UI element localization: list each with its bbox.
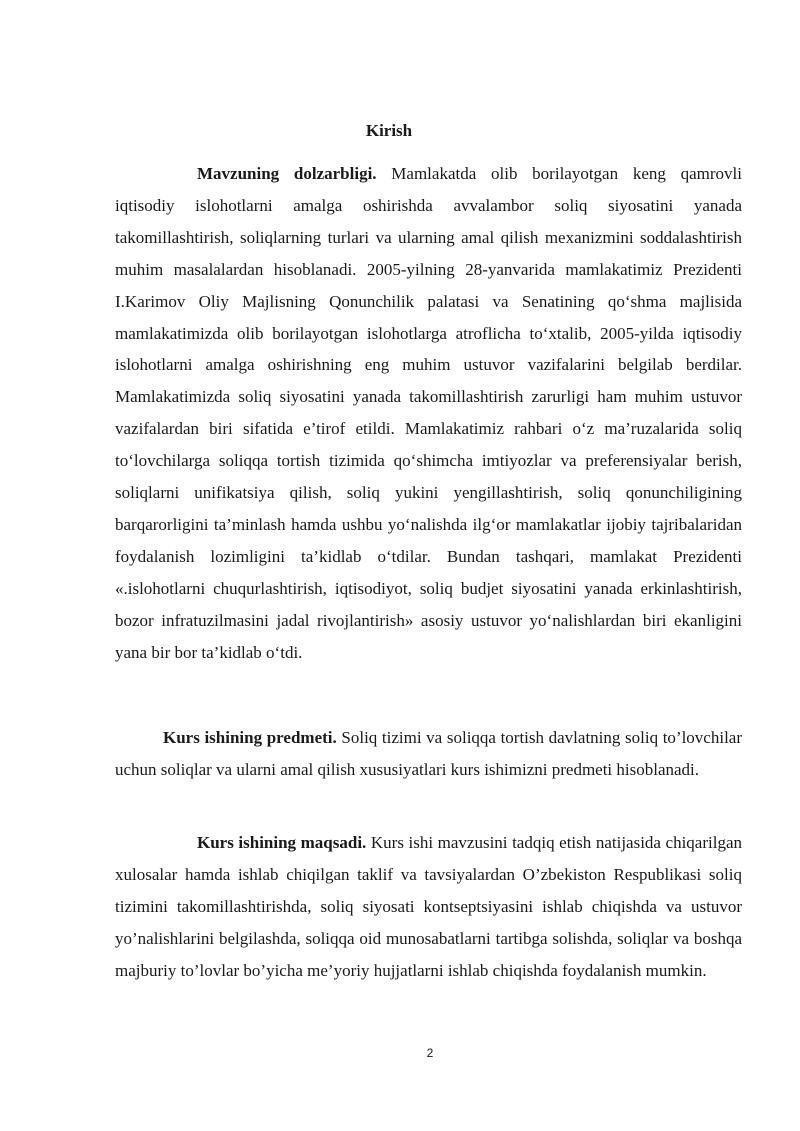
section-goal xyxy=(115,827,742,987)
section-heading: Mavzuning dolzarbligi. xyxy=(197,164,377,183)
section-heading: Kurs ishining maqsadi. xyxy=(197,833,367,852)
paragraph xyxy=(115,827,742,987)
section-subject xyxy=(115,722,742,786)
section-heading: Kurs ishining predmeti. xyxy=(163,728,337,747)
section-relevance xyxy=(115,158,742,669)
paragraph xyxy=(115,722,742,786)
paragraph-text: Mamlakatda olib borilayotgan keng qamrovli iqtisodiy islohotlarni amalga oshirishda avvalambor soliq siyosatini yanada takomillashtirish, soliqlarning turlari va ularning amal qilish mexanizmini soddalashtirish muhim masalalardan hisoblanadi. 2005-yilning 28-yanvarida mamlakatimiz Prezidenti I.Karimov Oliy Majlisning Qonunchilik palatasi va Senatining qo‘shma majlisida mamlakatimizda olib borilayotgan islohotlarga atroflicha to‘xtalib, 2005-yilda iqtisodiy islohotlarni amalga oshirishning eng muhim ustuvor vazifalarini belgilab berdilar. Mamlakatimizda soliq siyosatini yanada takomillashtirish zarurligi ham muhim ustuvor vazifalardan biri sifatida e’tirof etildi. Mamlakatimiz rahbari o‘z ma’ruzalarida soliq to‘lovchilarga soliqqa tortish tizimida qo‘shimcha imtiyozlar va preferensiyalar berish, soliqlarni unifikatsiya qilish, soliq yukini yengillashtirish, soliq qonunchiligining barqarorligini ta’minlash hamda ushbu yo‘nalishda ilg‘or mamlakatlar ijobiy tajribalaridan foydalanish lozimligini ta’kidlab o‘tdilar. Bundan tashqari, mamlakat Prezidenti «.islohotlarni chuqurlashtirish, iqtisodiyot, soliq budjet siyosatini yanada erkinlashtirish, bozor infratuzilmasini jadal rivojlantirish» asosiy ustuvor yo‘nalishlardan biri ekanligini yana bir bor ta’kidlab o‘tdi. xyxy=(115,164,742,662)
page-number: 2 xyxy=(426,1046,434,1060)
page-title: Kirish xyxy=(365,121,413,140)
paragraph-text: Kurs ishi mavzusini tadqiq etish natijasida chiqarilgan xulosalar hamda ishlab chiqilgan taklif va tavsiyalardan O’zbekiston Respublikasi soliq tizimini takomillashtirishda, soliq siyosati kontseptsiyasini ishlab chiqishda va ustuvor yo’nalishlarini belgilashda, soliqqa oid munosabatlarni tartibga solishda, soliqlar va boshqa majburiy to’lovlar bo’yicha me’yoriy hujjatlarni ishlab chiqishda foydalanish mumkin. xyxy=(115,833,743,980)
paragraph-text: Soliq tizimi va soliqqa tortish davlatning soliq to’lovchilar uchun soliqlar va ularni amal qilish xususiyatlari kurs ishimizni predmeti hisoblanadi. xyxy=(115,728,742,779)
paragraph xyxy=(115,158,742,669)
